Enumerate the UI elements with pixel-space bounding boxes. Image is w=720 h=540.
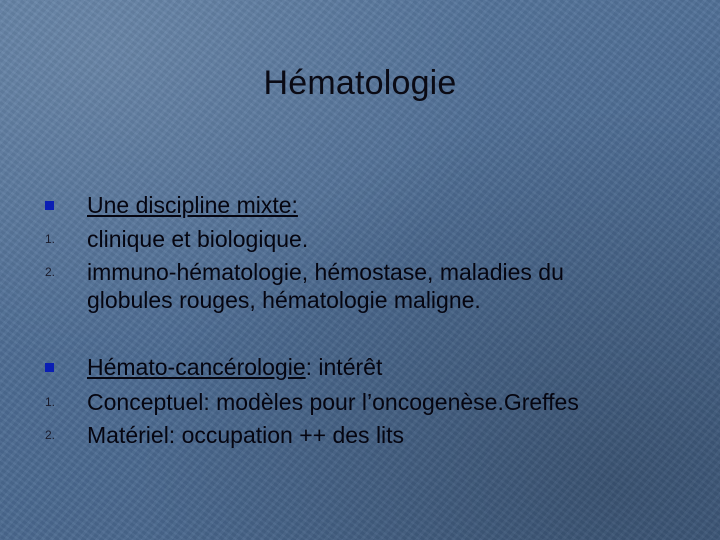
list-item: clinique et biologique. — [87, 226, 309, 252]
list-number: 1. — [45, 232, 56, 246]
section-heading-underlined: Hémato-cancérologie — [87, 354, 306, 380]
list-number: 1. — [45, 395, 56, 409]
square-bullet-icon — [45, 363, 54, 372]
list-item: Matériel: occupation ++ des lits — [87, 422, 405, 448]
square-bullet-icon — [45, 201, 54, 210]
list-item: immuno-hématologie, hémostase, maladies du — [87, 259, 564, 285]
section-heading: Une discipline mixte: — [87, 192, 298, 218]
section-heading-suffix: : intérêt — [305, 354, 383, 380]
list-number: 2. — [45, 428, 56, 442]
list-item: Conceptuel: modèles pour l’oncogenèse.Greffes — [87, 389, 579, 415]
list-number: 2. — [45, 265, 56, 279]
slide-title: Hématologie — [263, 64, 457, 102]
list-item-continuation: globules rouges, hématologie maligne. — [87, 287, 481, 313]
section-heading — [87, 354, 382, 380]
